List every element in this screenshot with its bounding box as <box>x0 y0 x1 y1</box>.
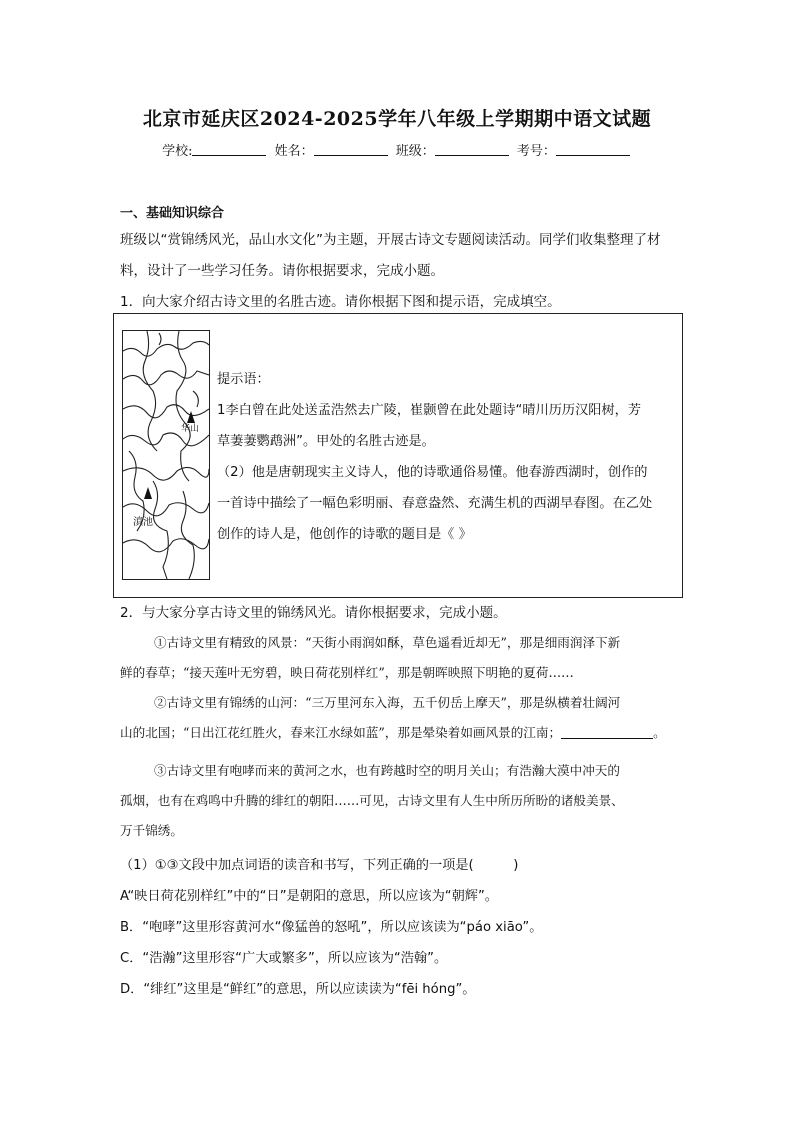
fill-in-blank[interactable] <box>561 726 653 739</box>
page-title: 北京市延庆区2024-2025学年八年级上学期期中语文试题 <box>142 108 652 130</box>
passage-p2-line2-wrap <box>120 718 685 748</box>
intro-line-1: 班级以“赏锦绣风光，品山水文化”为主题，开展古诗文专题阅读活动。同学们收集整理了材 <box>120 232 661 248</box>
hint-line-1: 1李白曾在此处送孟浩然去广陵，崔颢曾在此处题诗“晴川历历汉阳树，芳 <box>217 403 642 418</box>
sub-question-1: （1）①③文段中加点词语的读音和书写，下列正确的一项是( ) <box>120 858 519 873</box>
number-label: 考号： <box>516 144 556 159</box>
option-b[interactable]: B．“咆哮”这里形容黄河水“像猛兽的怒吼”，所以应该读为“páo xiāo”。 <box>120 920 543 935</box>
question-2: 2．与大家分享古诗文里的锦绣风光。请你根据要求，完成小题。 <box>120 605 507 621</box>
map-label-huashan: 华山 <box>181 424 200 434</box>
section-heading: 一、基础知识综合 <box>120 206 225 221</box>
map-label-dianchi: 滇池 <box>133 517 153 528</box>
name-label: 姓名： <box>274 144 314 159</box>
class-label: 班级： <box>395 144 435 159</box>
hint-line-4: 一首诗中描绘了一幅色彩明丽、春意盎然、充满生机的西湖早春图。在乙处 <box>217 496 653 511</box>
hint-line-2: 草萋萋鹦鹉洲”。甲处的名胜古迹是。 <box>217 434 435 449</box>
question-1: 1．向大家介绍古诗文里的名胜古迹。请你根据下图和提示语，完成填空。 <box>120 294 561 310</box>
passage-p2-line2: 山的北国；“日出江花红胜火，春来江水绿如蓝”，那是晕染着如画风景的江南； <box>120 725 562 740</box>
marker-dianchi <box>144 487 152 499</box>
option-a[interactable]: A“映日荷花别样红”中的“日”是朝阳的意思，所以应该为“朝辉”。 <box>120 889 498 904</box>
map-outline-graphic <box>123 331 209 579</box>
hint-line-5: 创作的诗人是，他创作的诗歌的题目是《 》 <box>217 527 472 542</box>
student-info-line <box>0 140 794 159</box>
passage-p2-end: 。 <box>653 725 666 740</box>
hint-title: 提示语： <box>217 372 270 387</box>
number-blank[interactable] <box>556 143 630 156</box>
hint-text <box>217 364 675 550</box>
passage-p3-line3: 万千锦绣。 <box>120 823 183 838</box>
map-image <box>122 330 210 580</box>
name-blank[interactable] <box>314 143 388 156</box>
class-blank[interactable] <box>435 143 509 156</box>
option-c[interactable]: C．“浩瀚”这里形容“广大或繁多”，所以应该为“浩翰”。 <box>120 951 448 966</box>
passage <box>120 628 685 846</box>
school-label: 学校: <box>162 144 193 159</box>
passage-p1-line2: 鲜的春草；“接天莲叶无穷碧，映日荷花别样红”，那是朝晖映照下明艳的夏荷…… <box>120 665 574 680</box>
hint-line-3: （2）他是唐朝现实主义诗人，他的诗歌通俗易懂。他春游西湖时，创作的 <box>217 465 648 480</box>
passage-p3-line1: ③古诗文里有咆哮而来的黄河之水，也有跨越时空的明月关山；有浩瀚大漠中冲天的 <box>154 763 620 778</box>
passage-p1-line1: ①古诗文里有精致的风景：“天街小雨润如酥，草色遥看近却无”，那是细雨润泽下新 <box>154 635 621 650</box>
intro-paragraph <box>120 225 685 318</box>
school-blank[interactable] <box>192 143 266 156</box>
passage-p3-line2: 孤烟，也有在鸡鸣中升腾的绯红的朝阳……可见，古诗文里有人生中所历所盼的诸般美景、 <box>120 793 624 808</box>
option-d[interactable]: D．“绯红”这里是“鲜红”的意思，所以应读读为“fēi hóng”。 <box>120 982 476 997</box>
passage-p2-line1: ②古诗文里有锦绣的山河：“三万里河东入海，五千仞岳上摩天”，那是纵横着壮阔河 <box>154 695 621 710</box>
intro-line-2: 料，设计了一些学习任务。请你根据要求，完成小题。 <box>120 263 444 279</box>
